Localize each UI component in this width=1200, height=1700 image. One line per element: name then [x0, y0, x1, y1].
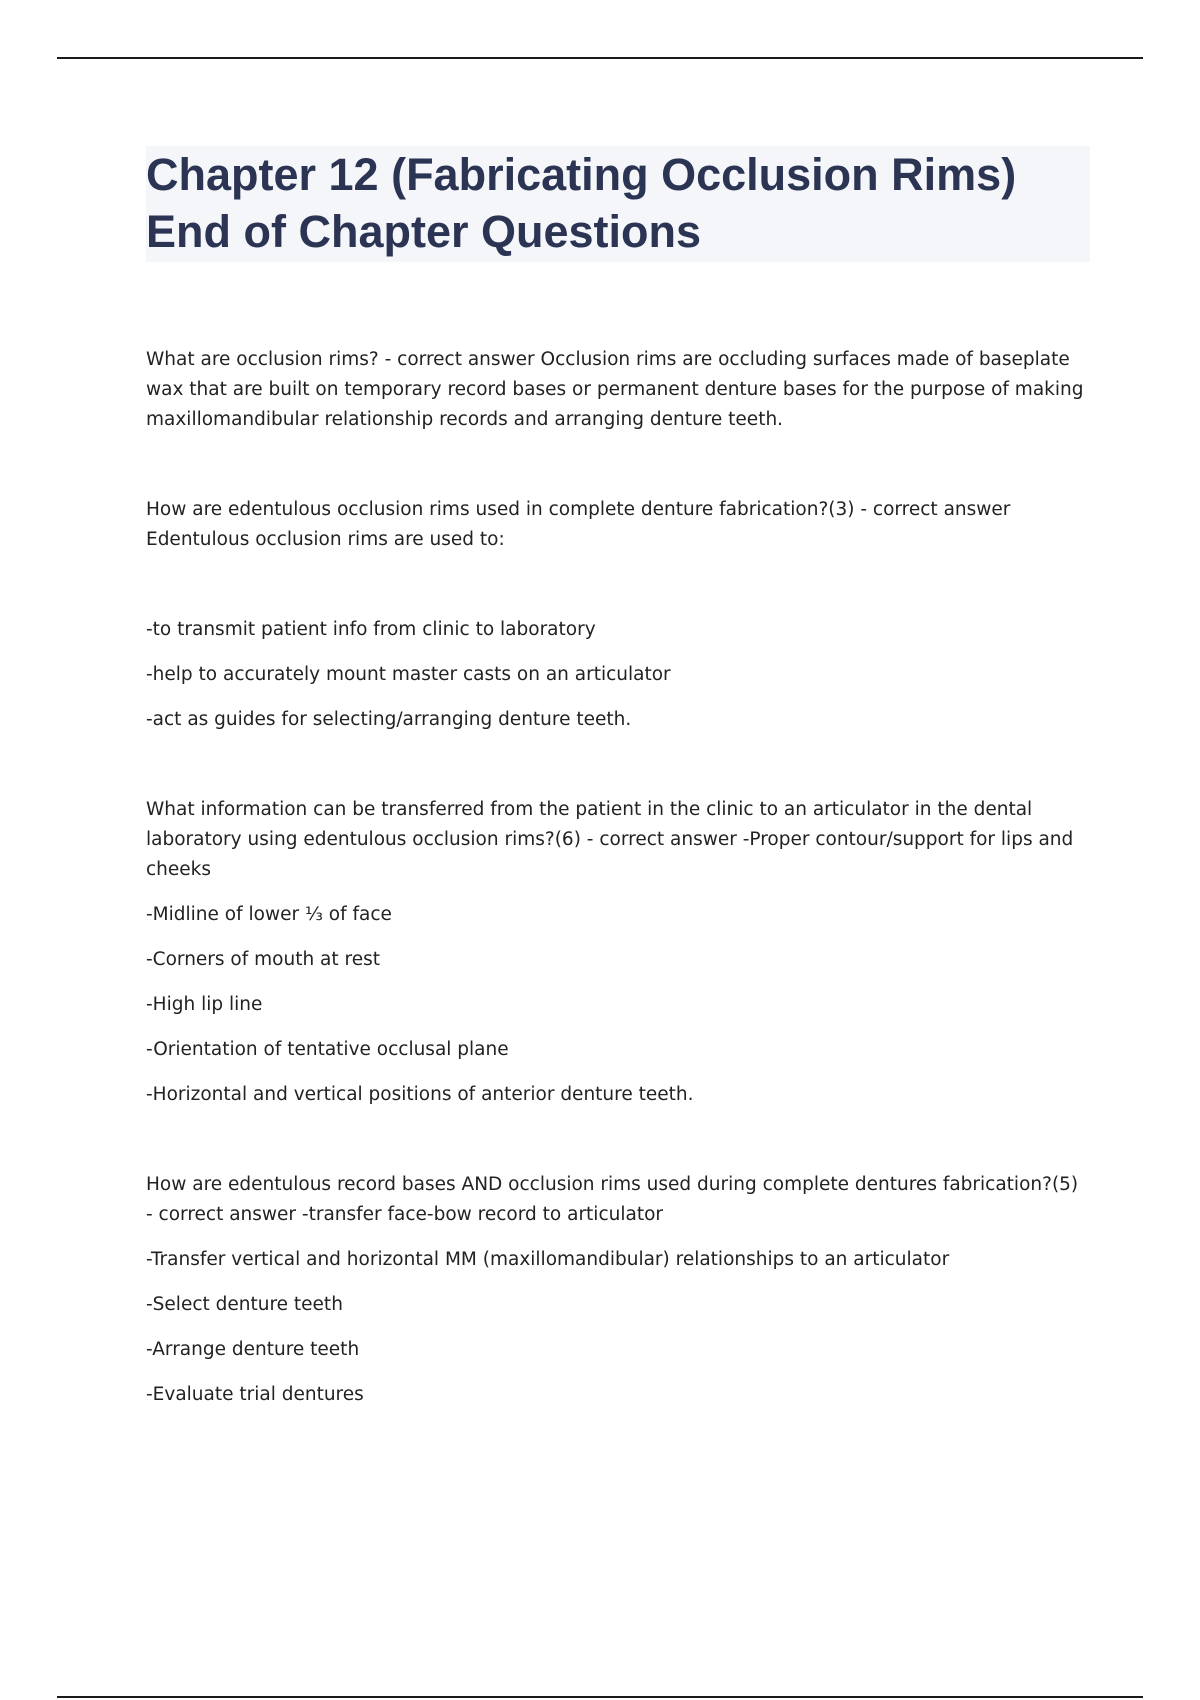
bottom-rule [57, 1696, 1143, 1698]
list-item: -Orientation of tentative occlusal plane [146, 1039, 509, 1060]
qa-text: What information can be transferred from the patient in the clinic to an articulator in the dental laboratory using edentulous occlusion rims?(6) - correct answer -Proper contour/support for lips and cheeks [146, 799, 1074, 880]
document-body [146, 345, 1090, 1425]
qa-text: How are edentulous record bases AND occlusion rims used during complete dentures fabrication?(5) - correct answer -transfer face-bow record to articulator [146, 1174, 1079, 1225]
list-item: -Corners of mouth at rest [146, 949, 381, 970]
list-item: -Horizontal and vertical positions of anterior denture teeth. [146, 1084, 694, 1105]
qa-text: What are occlusion rims? - correct answer Occlusion rims are occluding surfaces made of baseplate wax that are built on temporary record bases or permanent denture bases for the purpose of making maxillomandibular relationship records and arranging denture teeth. [146, 349, 1084, 430]
top-rule [57, 57, 1143, 59]
list-item: -Midline of lower ⅓ of face [146, 904, 392, 925]
qa-text: How are edentulous occlusion rims used in complete denture fabrication?(3) - correct answer Edentulous occlusion rims are used to: [146, 499, 1011, 550]
qa-block-4 [146, 1170, 1090, 1410]
list-item: -High lip line [146, 994, 263, 1015]
qa-block-1 [146, 345, 1090, 435]
list-item: -Select denture teeth [146, 1294, 343, 1315]
list-item: -to transmit patient info from clinic to laboratory [146, 619, 596, 640]
qa-block-3 [146, 795, 1090, 1110]
qa-block-2 [146, 495, 1090, 735]
list-item: -Evaluate trial dentures [146, 1384, 364, 1405]
list-item: -help to accurately mount master casts on an articulator [146, 664, 671, 685]
list-item: -Arrange denture teeth [146, 1339, 360, 1360]
list-item: -Transfer vertical and horizontal MM (maxillomandibular) relationships to an articulator [146, 1249, 950, 1270]
page-title [146, 146, 1090, 262]
title-line-1: Chapter 12 (Fabricating Occlusion Rims) [146, 149, 1017, 200]
title-line-2: End of Chapter Questions [146, 206, 702, 257]
list-item: -act as guides for selecting/arranging denture teeth. [146, 709, 632, 730]
